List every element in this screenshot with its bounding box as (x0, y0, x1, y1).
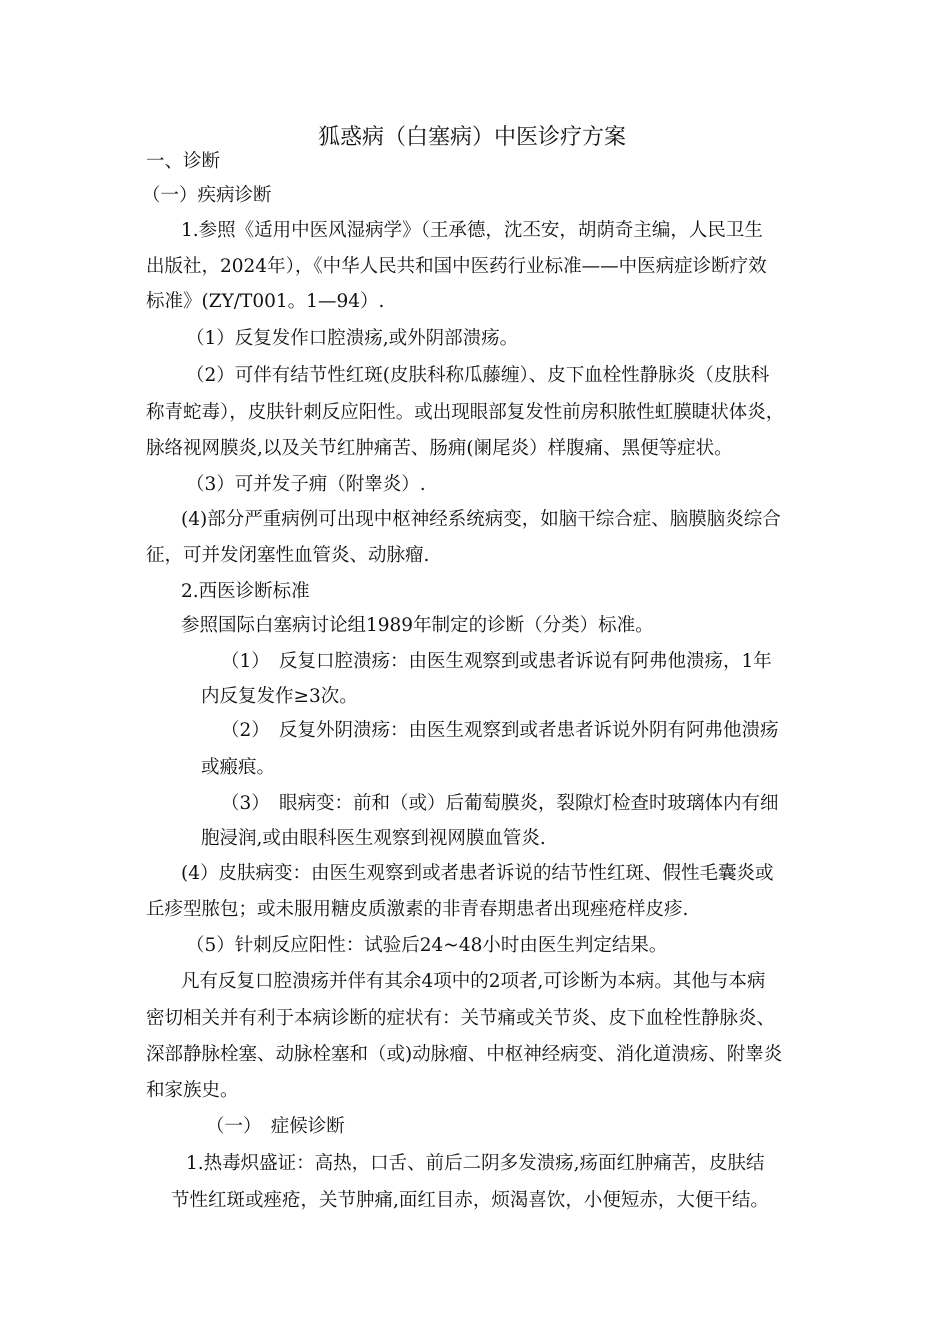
paragraph-line: 胞浸润,或由眼科医生观察到视网膜血管炎. (201, 828, 546, 849)
paragraph-line: 或瘢痕。 (201, 757, 276, 778)
subsection-heading: （一）疾病诊断 (142, 185, 272, 206)
list-item: （1） 反复口腔溃疡：由医生观察到或患者诉说有阿弗他溃疡，1年 (221, 651, 772, 672)
subsection-heading: 2.西医诊断标准 (181, 581, 310, 602)
paragraph-line: 脉络视网膜炎,以及关节红肿痛苦、肠痈(阑尾炎）样腹痛、黑便等症状。 (146, 438, 733, 459)
paragraph-line: 凡有反复口腔溃疡并伴有其余4项中的2项者,可诊断为本病。其他与本病 (181, 971, 766, 992)
list-item: （2） 反复外阴溃疡：由医生观察到或者患者诉说外阴有阿弗他溃疡 (221, 720, 779, 741)
paragraph-line: 深部静脉栓塞、动脉栓塞和（或)动脉瘤、中枢神经病变、消化道溃疡、附睾炎 (146, 1044, 783, 1065)
list-item: （3）可并发子痈（附睾炎）. (186, 474, 426, 495)
list-item: (4）皮肤病变：由医生观察到或者患者诉说的结节性红斑、假性毛囊炎或 (181, 863, 774, 884)
paragraph-line: 称青蛇毒），皮肤针刺反应阳性。或出现眼部复发性前房积脓性虹膜睫状体炎， (146, 402, 785, 423)
section-heading: 一、诊断 (146, 151, 221, 172)
list-item: （5）针刺反应阳性：试验后24~48小时由医生判定结果。 (186, 935, 668, 956)
paragraph-line: 和家族史。 (146, 1080, 239, 1101)
list-item: （1）反复发作口腔溃疡,或外阴部溃疡。 (186, 328, 519, 349)
paragraph-line: 节性红斑或痤疮，关节肿痛,面红目赤，烦渴喜饮，小便短赤，大便干结。 (171, 1190, 769, 1211)
list-item: 1.热毒炽盛证：高热，口舌、前后二阴多发溃疡,疡面红肿痛苦，皮肤结 (186, 1153, 765, 1174)
paragraph-line: 征，可并发闭塞性血管炎、动脉瘤. (146, 545, 430, 566)
list-item: (4)部分严重病例可出现中枢神经系统病变，如脑干综合症、脑膜脑炎综合 (181, 509, 781, 530)
paragraph-line: 密切相关并有利于本病诊断的症状有：关节痛或关节炎、皮下血栓性静脉炎、 (146, 1008, 776, 1029)
subsection-heading: （一） 症候诊断 (206, 1116, 345, 1137)
paragraph-line: 内反复发作≥3次。 (201, 686, 358, 707)
list-item: （3） 眼病变：前和（或）后葡萄膜炎，裂隙灯检查时玻璃体内有细 (221, 793, 779, 814)
document-title: 狐惑病（白塞病）中医诊疗方案 (318, 125, 627, 150)
paragraph-line: 1.参照《适用中医风湿病学》（王承德，沈丕安，胡荫奇主编，人民卫生 (181, 220, 763, 241)
paragraph-line: 标准》(ZY/T001。1—94）. (146, 291, 385, 312)
list-item: （2）可伴有结节性红斑(皮肤科称瓜藤缠）、皮下血栓性静脉炎（皮肤科 (186, 365, 770, 386)
paragraph-line: 丘疹型脓包；或未服用糖皮质激素的非青春期患者出现痤疮样皮疹. (146, 899, 689, 920)
paragraph-line: 出版社，2024年），《中华人民共和国中医药行业标准——中医病症诊断疗效 (146, 256, 767, 277)
paragraph-line: 参照国际白塞病讨论组1989年制定的诊断（分类）标准。 (181, 615, 654, 636)
